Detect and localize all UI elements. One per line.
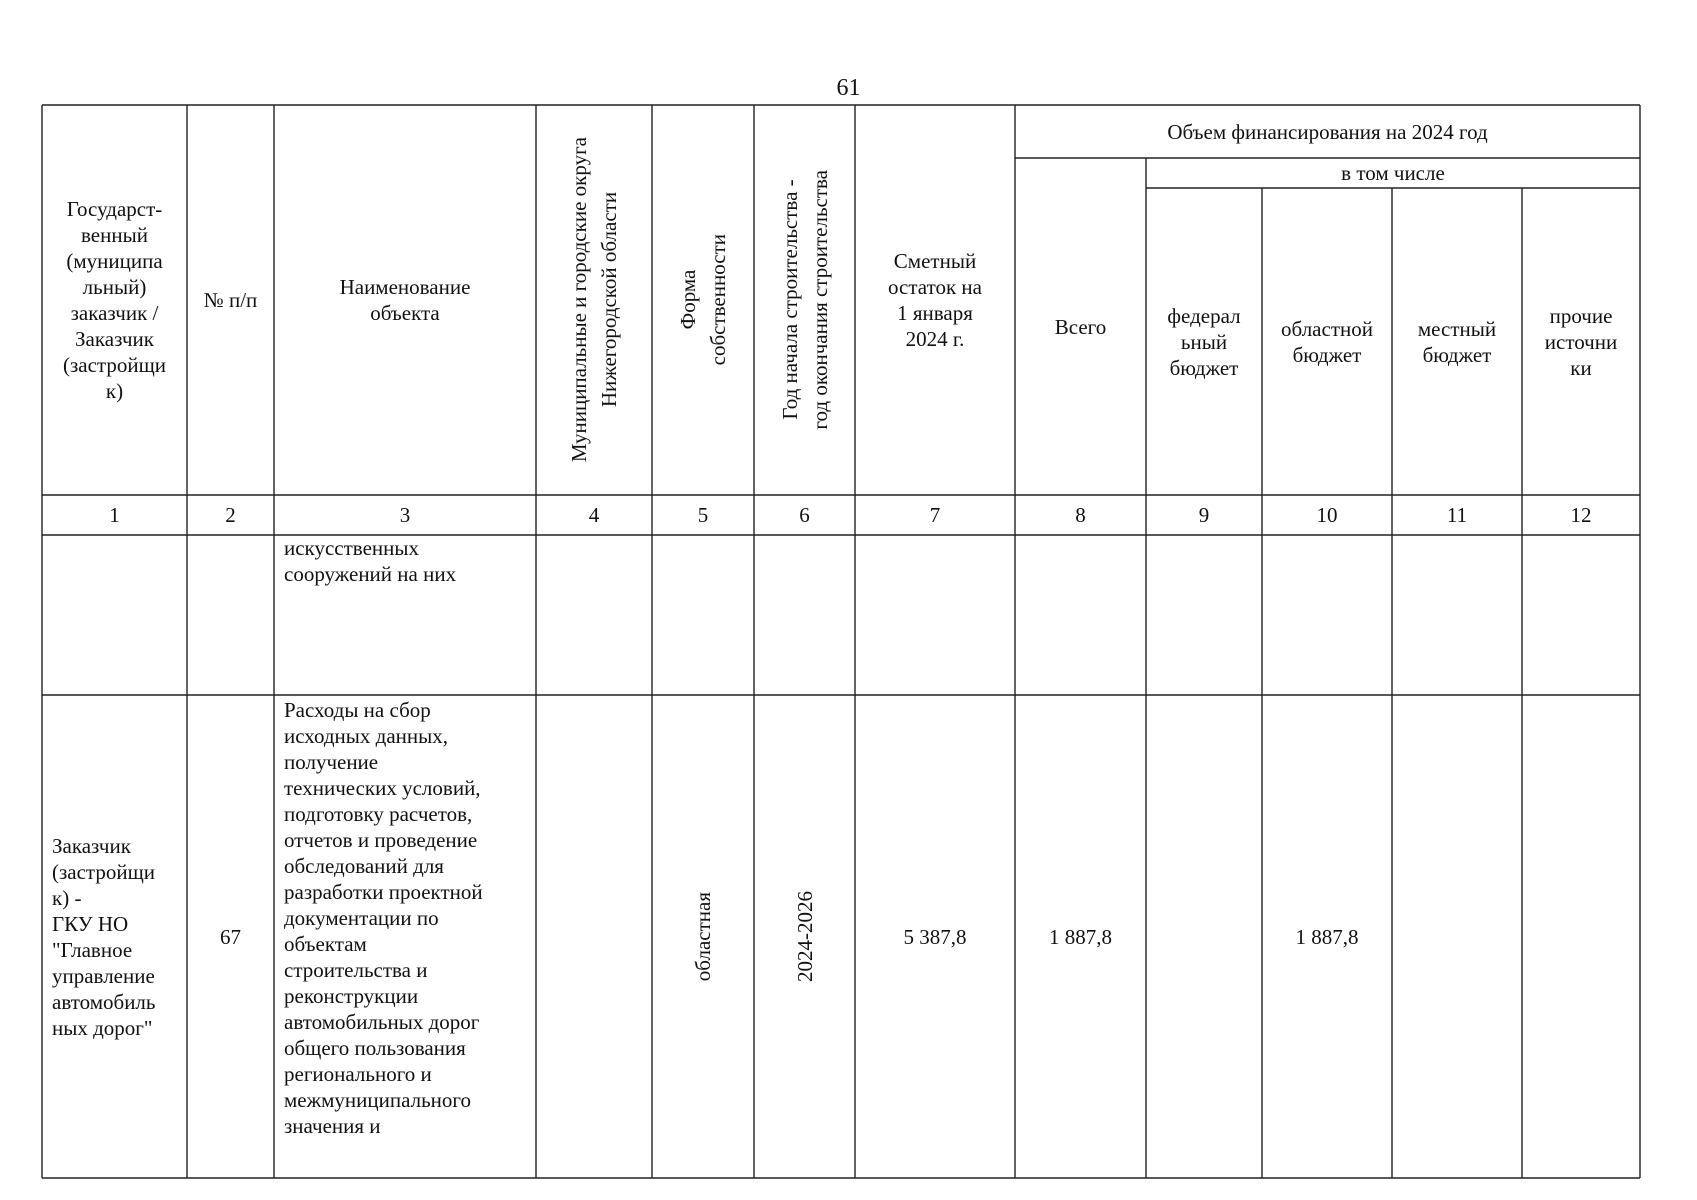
column-number: 4	[588, 503, 600, 527]
header-object-name: Наименование объекта	[339, 275, 471, 325]
row-ownership	[652, 695, 754, 1178]
header-years-text: Год начала строительства - год окончания строительства	[777, 170, 832, 430]
header-ownership-text: Форма собственности	[676, 234, 730, 366]
column-number: 6	[799, 503, 810, 527]
column-number: 9	[1198, 503, 1210, 527]
column-number: 7	[929, 503, 941, 527]
header-local: местный бюджет	[1417, 316, 1497, 367]
column-number: 1	[109, 503, 120, 527]
header-number: № п/п	[203, 288, 258, 312]
header-including: в том числе	[1341, 161, 1445, 185]
row-ownership-text: областная	[691, 891, 715, 982]
page-number: 61	[836, 75, 861, 101]
row-total: 1 887,8	[1049, 924, 1112, 949]
header-federal: федерал ьный бюджет	[1167, 303, 1241, 380]
row-other	[1522, 695, 1640, 1178]
row-federal	[1146, 695, 1262, 1178]
column-number: 11	[1446, 503, 1468, 527]
row-estimate-remainder: 5 387,8	[903, 924, 967, 949]
row-local	[1392, 695, 1522, 1178]
header-regional: областной бюджет	[1281, 316, 1373, 367]
row-customer: Заказчик (застройщи к) - ГКУ НО "Главное управление автомобиль ных дорог"	[52, 833, 156, 1040]
column-number: 3	[399, 503, 411, 527]
header-customer: Государст- венный (муниципа льный) заказчик / Заказчик (застройщи к)	[62, 197, 166, 403]
column-number: 8	[1075, 503, 1086, 527]
header-estimate-remainder: Сметный остаток на 1 января 2024 г.	[888, 249, 982, 351]
header-financing-group: Объем финансирования на 2024 год	[1167, 119, 1488, 144]
row-regional: 1 887,8	[1295, 924, 1359, 949]
header-years	[754, 105, 855, 495]
column-number: 10	[1316, 503, 1338, 527]
column-number: 5	[697, 503, 709, 527]
column-number: 2	[225, 503, 236, 527]
row-districts	[536, 695, 652, 1178]
row-object-name: Расходы на сбор исходных данных, получение технических условий, подготовку расчетов, отчетов и проведение обследований для разработки проектной документации по объектам строительства и реконструкции автомобильных дорог общего пользования регионального и межмуниципального значения и	[284, 698, 483, 1138]
row-years-text: 2024-2026	[792, 891, 817, 982]
header-total: Всего	[1054, 314, 1107, 339]
header-districts-text: Муниципальные и городские округа Нижегородской области	[567, 137, 621, 463]
header-other: прочие источни ки	[1544, 303, 1618, 380]
header-districts	[536, 105, 652, 495]
row-object-name: искусственных сооружений на них	[284, 536, 457, 586]
row-years	[754, 695, 855, 1178]
header-ownership	[652, 105, 754, 495]
column-number: 12	[1570, 503, 1592, 527]
row-number: 67	[220, 924, 241, 949]
